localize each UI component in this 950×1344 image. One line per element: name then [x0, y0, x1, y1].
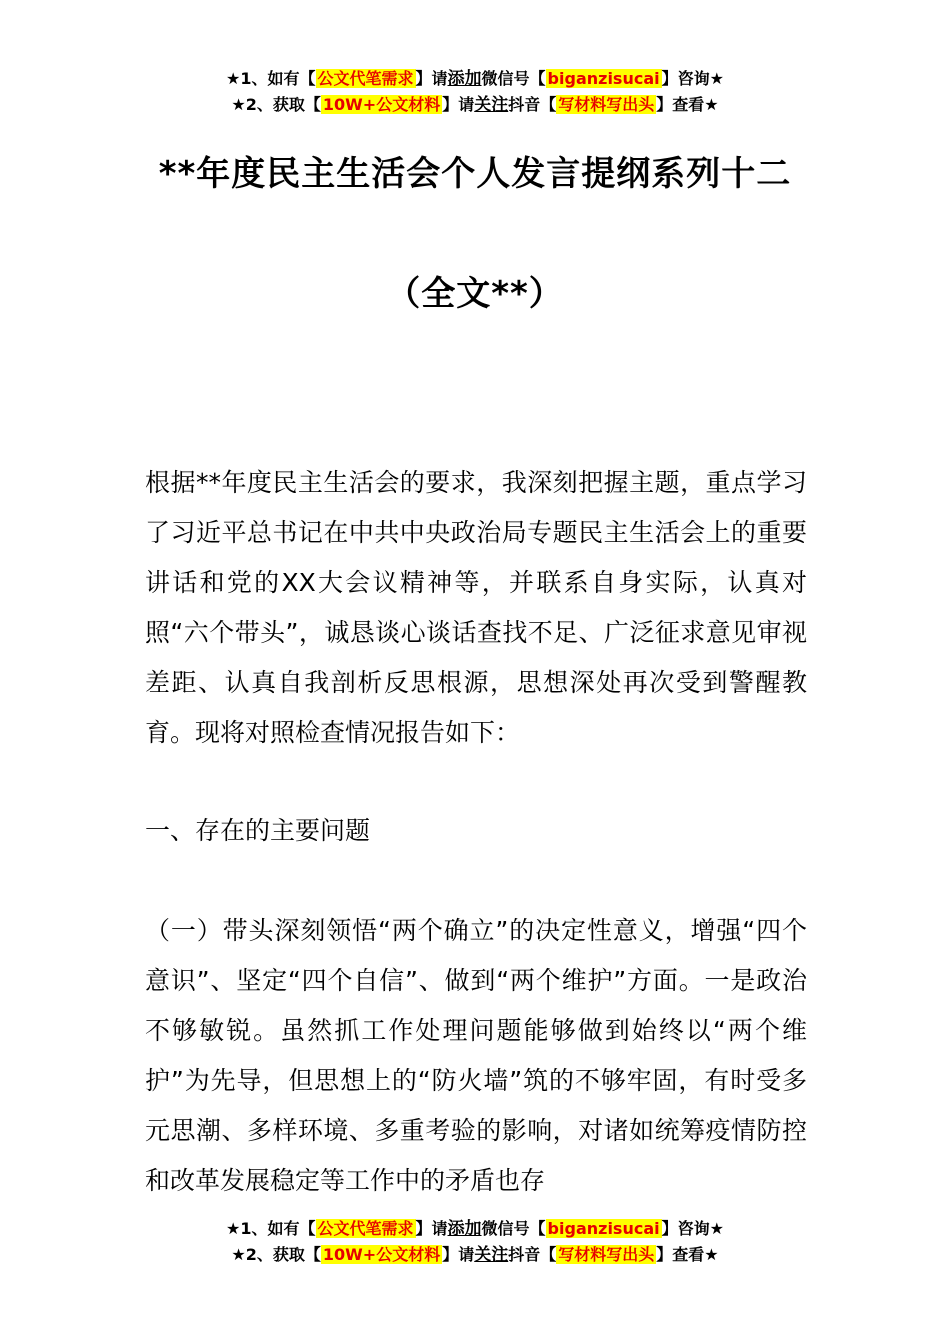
- ad-text: ★1、如有【: [226, 69, 316, 88]
- ad-emphasis: 关注: [474, 95, 509, 115]
- ad-line-2: [0, 92, 950, 118]
- ad-text: ★2、获取【: [231, 1245, 321, 1264]
- ad-text: 】请: [415, 1219, 448, 1238]
- ad-highlight: 公文代笔需求: [317, 1219, 414, 1238]
- ad-text: 微信号【: [481, 1219, 546, 1238]
- ad-text: 】咨询★: [661, 1219, 724, 1238]
- ad-highlight: 写材料写出头: [558, 95, 655, 114]
- ad-text: 微信号【: [481, 69, 546, 88]
- ad-text: 】请: [415, 69, 448, 88]
- section-paragraph: （一）带头深刻领悟“两个确立”的决定性意义，增强“四个意识”、坚定“四个自信”、做到“两个维护”方面。一是政治不够敏锐。虽然抓工作处理问题能够做到始终以“两个维护”为先导，但思想上的“防火墙”筑的不够牢固，有时受多元思潮、多样环境、多重考验的影响，对诸如统筹疫情防控和改革发展稳定等工作中的矛盾也存: [145, 916, 807, 1195]
- ad-highlight: 10W+公文材料: [322, 95, 441, 114]
- ad-text: ★2、获取【: [231, 95, 321, 114]
- ad-banner-bottom: [0, 1216, 950, 1268]
- ad-highlight: biganzisucai: [547, 69, 660, 88]
- ad-text: 】请: [442, 1245, 475, 1264]
- ad-text: 】查看★: [656, 95, 719, 114]
- ad-highlight: 10W+公文材料: [322, 1245, 441, 1264]
- ad-text: 】查看★: [656, 1245, 719, 1264]
- ad-emphasis: 关注: [474, 1245, 509, 1265]
- document-title-continued: （全文**）: [386, 274, 564, 314]
- ad-text: 】咨询★: [661, 69, 724, 88]
- ad-line-1: [0, 1216, 950, 1242]
- ad-text: 】请: [442, 95, 475, 114]
- ad-highlight: 写材料写出头: [558, 1245, 655, 1264]
- ad-banner-top: [0, 66, 950, 118]
- ad-emphasis: 添加: [447, 69, 482, 89]
- ad-highlight: 公文代笔需求: [317, 69, 414, 88]
- ad-text: ★1、如有【: [226, 1219, 316, 1238]
- ad-text: 抖音【: [508, 1245, 557, 1264]
- ad-emphasis: 添加: [447, 1219, 482, 1239]
- ad-line-1: [0, 66, 950, 92]
- document-title: **年度民主生活会个人发言提纲系列十二: [158, 154, 792, 194]
- ad-highlight: biganzisucai: [547, 1219, 660, 1238]
- section-heading: 一、存在的主要问题: [145, 816, 371, 845]
- ad-text: 抖音【: [508, 95, 557, 114]
- intro-paragraph: 根据**年度民主生活会的要求，我深刻把握主题，重点学习了习近平总书记在中共中央政治局专题民主生活会上的重要讲话和党的XX大会议精神等，并联系自身实际，认真对照“六个带头”，诚恳谈心谈话查找不足、广泛征求意见审视差距、认真自我剖析反思根源，思想深处再次受到警醒教育。现将对照检查情况报告如下：: [145, 468, 807, 747]
- ad-line-2: [0, 1242, 950, 1268]
